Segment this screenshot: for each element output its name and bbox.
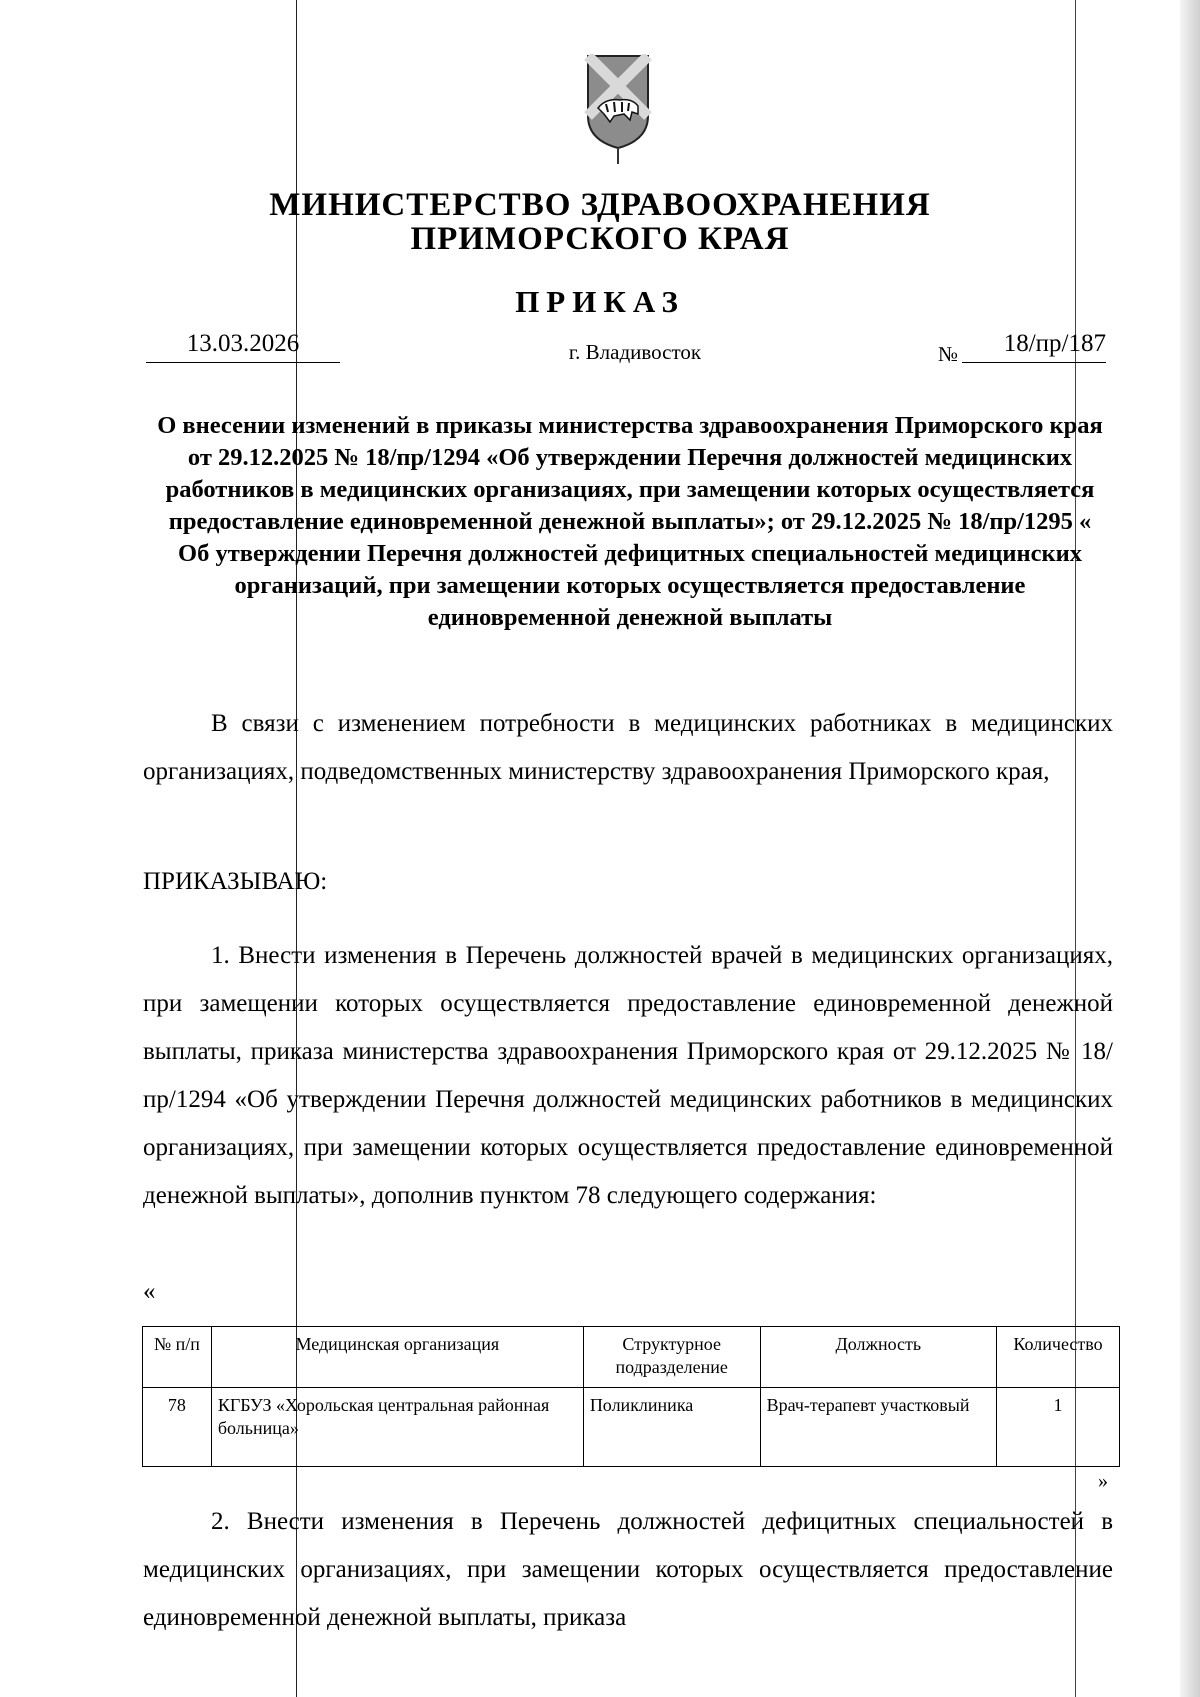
cell-position: Врач-терапевт участковый — [760, 1388, 996, 1467]
quote-close: » — [1098, 1470, 1108, 1492]
quote-open: « — [143, 1278, 156, 1305]
preamble-paragraph: В связи с изменением потребности в медицинских работниках в медицинских организациях, подведомственных министерству здравоохранения Приморского края, — [143, 710, 1113, 785]
table-row — [143, 1388, 1120, 1467]
document-type: ПРИКАЗ — [515, 284, 685, 319]
ministry-name — [0, 188, 1200, 256]
ministry-line-2: ПРИМОРСКОГО КРАЯ — [410, 221, 790, 257]
header-dept: Структурное подразделение — [583, 1327, 760, 1388]
coat-of-arms-icon — [584, 54, 652, 166]
ministry-line-1: МИНИСТЕРСТВО ЗДРАВООХРАНЕНИЯ — [269, 187, 931, 223]
order-number: 18/пр/187 — [962, 330, 1106, 363]
cell-num: 78 — [143, 1388, 212, 1467]
cell-dept: Поликлиника — [583, 1388, 760, 1467]
header-num: № п/п — [143, 1327, 212, 1388]
header-org: Медицинская организация — [211, 1327, 583, 1388]
header-position: Должность — [760, 1327, 996, 1388]
number-sign: № — [938, 342, 959, 366]
order-date: 13.03.2026 — [146, 330, 340, 363]
table-header-row — [143, 1327, 1120, 1388]
order-city: г. Владивосток — [568, 340, 702, 364]
order-subject: О внесении изменений в приказы министерства здравоохранения Приморского края от 29.12.2025 № 18/пр/1294 «Об утверждении Перечня должностей медицинских работников в медицинских организациях, при замещении которых осуществляется предоставление единовременной денежной выплаты»; от 29.12.2025 № 18/пр/1295 « Об утверждении Перечня должностей дефицитных специальностей медицинских организаций, при замещении которых осуществляется предоставление единовременной денежной выплаты — [157, 412, 1103, 631]
cell-qty: 1 — [997, 1388, 1120, 1467]
header-qty: Количество — [997, 1327, 1120, 1388]
item-1-paragraph: 1. Внести изменения в Перечень должностей врачей в медицинских организациях, при замещении которых осуществляется предоставление единовременной денежной выплаты, приказа министерства здравоохранения Приморского края от 29.12.2025 № 18/пр/1294 «Об утверждении Перечня должностей медицинских работников в медицинских организациях, при замещении которых осуществляется предоставление единовременной денежной выплаты», дополнив пунктом 78 следующего содержания: — [143, 942, 1113, 1209]
amendment-table — [142, 1326, 1120, 1467]
cell-org: КГБУЗ «Хорольская центральная районная больница» — [211, 1388, 583, 1467]
item-2-paragraph: 2. Внести изменения в Перечень должностей дефицитных специальностей в медицинских организациях, при замещении которых осуществляется предоставление единовременной денежной выплаты, приказа — [143, 1508, 1113, 1631]
order-directive: ПРИКАЗЫВАЮ: — [143, 868, 328, 895]
